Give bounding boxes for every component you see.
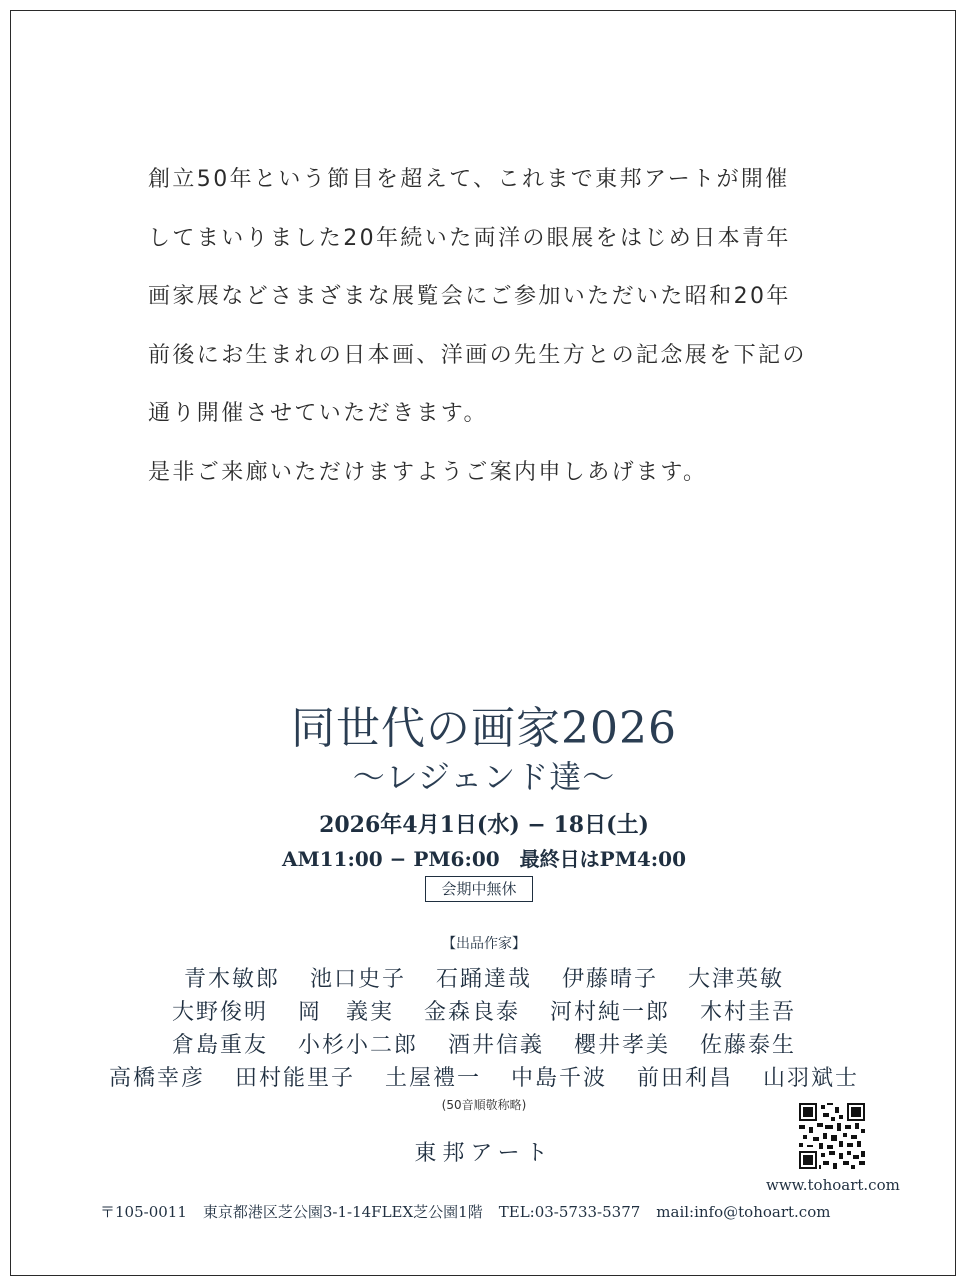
artists-heading: 【出品作家】: [442, 936, 526, 952]
artist-name: 岡 義実: [297, 1000, 394, 1025]
artist-name: 大野俊明: [171, 1000, 268, 1025]
artist-name: 大津英敏: [688, 967, 785, 992]
artist-row: [0, 1061, 968, 1092]
artist-name: 池口史子: [309, 967, 406, 992]
artist-name: 土屋禮一: [384, 1066, 481, 1091]
artist-name: 佐藤泰生: [700, 1033, 797, 1058]
website-link[interactable]: www.tohoart.com: [766, 1176, 900, 1194]
intro-line: 画家展などさまざまな展覧会にご参加いただいた昭和20年: [148, 284, 791, 309]
artist-name: 木村圭吾: [700, 1000, 797, 1025]
exhibition-hours: AM11:00 − PM6:00 最終日はPM4:00: [281, 847, 686, 871]
artist-name: 河村純一郎: [550, 1000, 671, 1025]
artist-name: 金森良泰: [423, 1000, 520, 1025]
artist-name: 倉島重友: [171, 1033, 268, 1058]
artist-name: 山羽斌士: [763, 1066, 860, 1091]
email-address[interactable]: mail:info@tohoart.com: [656, 1203, 831, 1221]
artist-row: [0, 962, 968, 993]
artist-name: 前田利昌: [637, 1066, 734, 1091]
exhibition-subtitle: 〜レジェンド達〜: [352, 758, 616, 796]
street-address: 東京都港区芝公園3-1-14FLEX芝公園1階: [202, 1203, 483, 1221]
exhibition-title: 同世代の画家2026: [291, 703, 677, 754]
intro-line: 是非ご来廊いただけますようご案内申しあげます。: [148, 459, 708, 485]
postal-code: 〒105-0011: [100, 1203, 187, 1221]
artist-name: 高橋幸彦: [108, 1066, 205, 1091]
company-name: 東邦アート: [414, 1141, 554, 1166]
artist-name: 酒井信義: [447, 1033, 544, 1058]
open-notice-badge: 会期中無休: [425, 876, 533, 902]
intro-text: [148, 156, 848, 507]
artist-row: [0, 1028, 968, 1059]
artist-name: 石踊達哉: [435, 967, 532, 992]
qr-code-icon[interactable]: [799, 1103, 865, 1169]
order-note: (50音順敬称略): [441, 1098, 527, 1112]
artist-name: 櫻井孝美: [574, 1033, 671, 1058]
intro-line: してまいりました20年続いた両洋の眼展をはじめ日本青年: [148, 225, 791, 251]
artist-name: 青木敏郎: [183, 967, 280, 992]
intro-line: 前後にお生まれの日本画、洋画の先生方との記念展を下記の: [148, 342, 807, 368]
artist-name: 中島千波: [511, 1066, 608, 1091]
contact-address: [100, 1201, 900, 1222]
artist-name: 田村能里子: [234, 1066, 355, 1091]
exhibition-dates: 2026年4月1日(水) − 18日(土): [319, 812, 649, 838]
intro-line: 通り開催させていただきます。: [148, 401, 488, 426]
artist-name: 小杉小二郎: [297, 1033, 418, 1058]
intro-line: 創立50年という節目を超えて、これまで東邦アートが開催: [148, 167, 790, 192]
artist-row: [0, 995, 968, 1026]
artist-name: 伊藤晴子: [562, 967, 659, 992]
phone-number[interactable]: TEL:03-5733-5377: [498, 1203, 641, 1221]
